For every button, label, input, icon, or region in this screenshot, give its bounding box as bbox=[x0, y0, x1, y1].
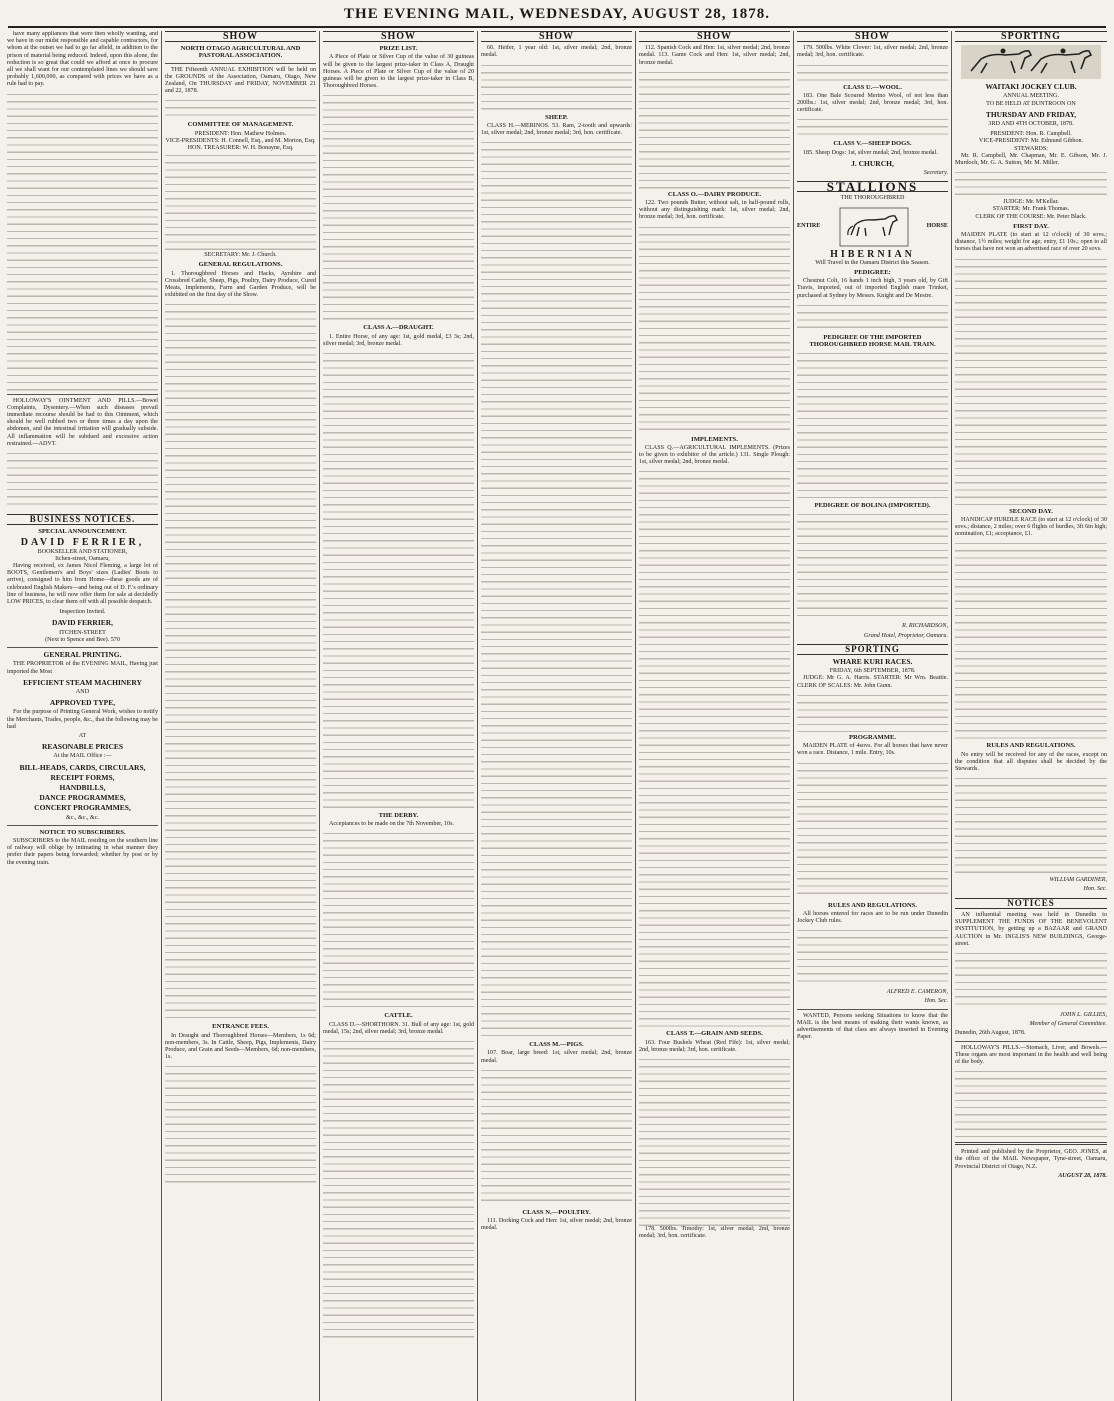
column-5 bbox=[636, 31, 794, 1401]
special-announcement: SPECIAL ANNOUNCEMENT. bbox=[38, 528, 127, 536]
column-6-heading: SHOW bbox=[797, 31, 948, 42]
grain-heading: CLASS T.—GRAIN AND SEEDS. bbox=[666, 1030, 763, 1038]
holloway-filler bbox=[7, 450, 158, 510]
second-day-text: HANDICAP HURDLE RACE (to start at 12 o'clock) of 30 sovs.; distance, 2 miles; over 6 flights of hurdles, 3ft 6in high; nomination, £1; acceptance, £1. bbox=[955, 516, 1107, 538]
pedigree-heading: PEDIGREE: bbox=[854, 269, 891, 277]
holloway-ad: HOLLOWAY'S OINTMENT AND PILLS.—Bowel Complaints, Dysentery.—When such diseases prevail immediate recourse should be had to this Ointment, which should be well rubbed two or three times a day upon the abdomen, and the intestinal irritation will gradually subside. All inflammation will be subdued and excessive action restrained.—ADVT. bbox=[7, 397, 158, 447]
clover-text: 179. 500lbs. White Clover: 1st, silver medal; 2nd, bronze medal; 3rd, hon. certificate. bbox=[797, 45, 948, 59]
columns bbox=[4, 31, 1110, 1401]
rules-filler bbox=[797, 927, 948, 987]
holloway-pills-ad: HOLLOWAY'S PILLS.—Stomach, Liver, and Bowels.—These organs are most important in the health and well being of the body. bbox=[955, 1044, 1107, 1065]
rules-text: All horses entered for races are to be run under Dunedin Jockey Club rules. bbox=[797, 910, 948, 924]
ferrier-signature: DAVID FERRIER, bbox=[51, 618, 114, 628]
programme-filler bbox=[797, 760, 948, 900]
first-day-text: MAIDEN PLATE (to start at 12 o'clock) of 30 sovs.; distance, 1½ miles; weight for age; entry, £1 10s.; open to all horses that have not won an advertised race of over 20 sovs. bbox=[955, 232, 1107, 253]
column-3-heading: SHOW bbox=[323, 31, 474, 42]
general-printing-heading: GENERAL PRINTING. bbox=[43, 650, 122, 660]
column-7-heading: SPORTING bbox=[955, 31, 1107, 42]
sheep-heading: SHEEP. bbox=[545, 113, 568, 121]
column-1 bbox=[4, 31, 162, 1401]
pigs-text: 107. Boar, large breed: 1st, silver medal; 2nd, bronze medal. bbox=[481, 1050, 632, 1064]
club-rules-filler bbox=[955, 775, 1107, 875]
hibernian-text: Will Travel in the Oamaru District this Season. bbox=[815, 259, 930, 266]
president: PRESIDENT: Hon. Mathew Holmes. bbox=[194, 130, 287, 137]
sheep-dogs-heading: CLASS V.—SHEEP DOGS. bbox=[833, 140, 912, 148]
implements-heading: IMPLEMENTS. bbox=[691, 435, 738, 443]
divider bbox=[955, 1142, 1107, 1145]
at-office: At the MAIL Office :— bbox=[53, 753, 112, 760]
billheads: BILL-HEADS, CARDS, CIRCULARS, bbox=[19, 762, 146, 772]
annual-meeting: ANNUAL MEETING. bbox=[1003, 93, 1059, 100]
derby-text: Acceptances to be made on the 7th November, 10s. bbox=[329, 821, 454, 828]
hibernian-name: HIBERNIAN bbox=[830, 248, 915, 260]
horse-label: HORSE bbox=[926, 223, 948, 230]
meeting-days: THURSDAY AND FRIDAY, bbox=[985, 109, 1077, 119]
class-a-filler bbox=[323, 350, 474, 810]
exhibition-intro: THE Fifteenth ANNUAL EXHIBITION will be held on the GROUNDS of the Association, Oamaru, Otago, New Zealand, On THURSDAY and FRIDAY, NOVEMBER 21 and 22, 1878. bbox=[165, 66, 316, 95]
sheep-text: CLASS H.—MERINOS. 53. Ram, 2-tooth and upwards: 1st, silver medal; 2nd, bronze medal; 3rd, hon. certificate. bbox=[481, 122, 632, 137]
officials-filler bbox=[797, 692, 948, 732]
sporting-heading: SPORTING bbox=[797, 644, 948, 655]
handbills: HANDBILLS, bbox=[59, 782, 106, 792]
meeting-dates: 3RD AND 4TH OCTOBER, 1878. bbox=[988, 121, 1074, 128]
clover-filler bbox=[797, 62, 948, 82]
cameron-title: Hon. Sec. bbox=[924, 998, 948, 1005]
horse-icon bbox=[839, 207, 909, 247]
second-day-heading: SECOND DAY. bbox=[1009, 507, 1053, 515]
church-title: Secretary. bbox=[923, 170, 948, 177]
dairy-filler bbox=[639, 224, 790, 434]
prize-text: A Piece of Plate or Silver Cup of the value of 30 guineas will be given to the largest prize-taker in Class A, Draught Horses. A Piece of Plate or Silver Cup of the value of 20 guineas will be given to the largest prize-taker in Class B, Thoroughbred Horses. bbox=[323, 54, 474, 90]
divider bbox=[955, 1041, 1107, 1042]
imprint-date: AUGUST 28, 1878. bbox=[1058, 1172, 1107, 1179]
committee-list-filler bbox=[165, 152, 316, 252]
poultry-text: 111. Dorking Cock and Hen: 1st, silver medal; 2nd, bronze medal. bbox=[481, 1218, 632, 1232]
secretary: SECRETARY: Mr. J. Church. bbox=[204, 252, 277, 259]
stewards-list: Mr. R. Campbell, Mr. Chapman, Mr. E. Gibson, Mr. J. Murdoch, Mr. G. A. Sutton, Mr. M. Miller. bbox=[955, 152, 1107, 167]
implements-text: CLASS Q.—AGRICULTURAL IMPLEMENTS. (Prizes to be given to exhibitor of the article.) 131. Single Plough: 1st, silver medal; 2nd, bronze medal. bbox=[639, 444, 790, 466]
implements-filler bbox=[639, 468, 790, 1028]
column-2-heading: SHOW bbox=[165, 31, 316, 42]
club-rules-text: No entry will be received for any of the races, except on the condition that all disputes shall be decided by the Stewards. bbox=[955, 751, 1107, 773]
prize-list-heading: PRIZE LIST. bbox=[379, 45, 418, 53]
heifer-filler bbox=[481, 62, 632, 112]
opening-article: have many appliances that were then wholly wanting, and we have in our midst responsible and capable contractors, for whom at the outset we had to go far afield, in addition to the prison of material being reduced. Indeed, upon this alone, the reduction is so great that could we afford at once to procure all we shall want for our contemplated lines we should save probably 1,600,000, as compared with prices we have as a rule had to pay. bbox=[7, 31, 158, 88]
ferrier-ad-text: Having received, ex James Nicol Fleming, a large lot of BOOTS, Gentlemen's and Boys' sizes (Ladies' Boots to arrive), consigned to him from Home—these goods are of celebrated English Makers—and being out of D. F.'s ordinary line of business, he will now offer them for sale at decidedly LOW PRICES, to clear them off with all possible despatch. bbox=[7, 563, 158, 606]
notice-subscribers-heading: NOTICE TO SUBSCRIBERS. bbox=[39, 828, 126, 836]
dogs-text: 185. Sheep Dogs: 1st, silver medal; 2nd, bronze medal. bbox=[803, 149, 938, 156]
club-vice-president: VICE-PRESIDENT: Mr. Edmund Gibbon. bbox=[978, 138, 1084, 145]
poultry-heading: CLASS N.—POULTRY. bbox=[522, 1208, 591, 1216]
rules-heading: RULES AND REGULATIONS. bbox=[827, 901, 918, 909]
subscribers-text: SUBSCRIBERS to the MAIL residing on the southern line of railway will oblige by intimating in what manner they prefer their papers being forwarded; whether by post or by the evening train. bbox=[7, 837, 158, 866]
pigs-filler bbox=[481, 1067, 632, 1207]
first-day-filler bbox=[955, 256, 1107, 506]
church-signature: J. CHURCH, bbox=[851, 158, 894, 168]
jockey-club-name: WAITAKI JOCKEY CLUB. bbox=[985, 82, 1077, 92]
approved-type: APPROVED TYPE, bbox=[49, 698, 116, 708]
cattle-filler bbox=[323, 1038, 474, 1338]
programme-heading: PROGRAMME. bbox=[848, 733, 897, 741]
gillies-date: Dunedin, 26th August, 1878. bbox=[955, 1030, 1026, 1037]
masthead: THE EVENING MAIL, WEDNESDAY, AUGUST 28, 1878. bbox=[8, 6, 1106, 28]
divider bbox=[165, 63, 316, 64]
stewards-heading: STEWARDS: bbox=[1014, 145, 1048, 152]
pigs-heading: CLASS M.—PIGS. bbox=[529, 1041, 584, 1049]
bazaar-notice: AN influential meeting was held in Dunedin to SUPPLEMENT THE FUNDS OF THE BENEVOLENT INSTITUTION, by getting up a BAZAAR and GRAND AUCTION in Mr. INGLIS'S NEW BUILDINGS, George-street. bbox=[955, 911, 1107, 947]
stallions-heading: STALLIONS bbox=[797, 181, 948, 192]
richardson-signature: R. RICHARDSON, bbox=[902, 623, 948, 630]
ferrier-note: (Next to Spence and Bee). 570 bbox=[45, 636, 120, 643]
column-3 bbox=[320, 31, 478, 1401]
column-2 bbox=[162, 31, 320, 1401]
whare-kuri-races: WHARE KURI RACES. bbox=[832, 657, 913, 667]
richardson-address: Grand Hotel, Proprietor, Oamaru. bbox=[863, 632, 948, 639]
regulations-heading: GENERAL REGULATIONS. bbox=[198, 261, 283, 269]
society-name: NORTH OTAGO AGRICULTURAL AND PASTORAL ASSOCIATION. bbox=[180, 45, 301, 60]
column-6 bbox=[794, 31, 952, 1401]
first-day-heading: FIRST DAY. bbox=[1013, 222, 1049, 230]
concert-programmes: CONCERT PROGRAMMES, bbox=[34, 803, 131, 813]
mail-train-filler bbox=[797, 350, 948, 500]
club-president: PRESIDENT: Hon. R. Campbell. bbox=[990, 131, 1072, 138]
article-continuation-filler bbox=[7, 91, 158, 391]
dance-programmes: DANCE PROGRAMMES, bbox=[39, 793, 126, 803]
regulations-text: 1. Thoroughbred Horses and Hacks, Ayrshire and Crossbred Cattle, Sheep, Pigs, Poultry, Dairy Produce, Cured Meats, Implements, Farm and Garden Produce, will be exhibited on the first day of the Show. bbox=[165, 270, 316, 299]
entrance-fees-text: In Draught and Thoroughbred Horses—Members, 1s 6d; non-members, 3s. In Cattle, Sheep, Pigs, Implements, Dairy Produce, and Grain and Seeds—Members, 6d; non-members, 1s. bbox=[165, 1032, 316, 1061]
reasonable-prices: REASONABLE PRICES bbox=[41, 742, 124, 752]
column-4-heading: SHOW bbox=[481, 31, 632, 42]
gardiner-signature: WILLIAM GARDINER, bbox=[1049, 877, 1107, 884]
whare-date: FRIDAY, 6th SEPTEMBER, 1878. bbox=[829, 668, 916, 675]
etc: &c., &c., &c. bbox=[66, 814, 99, 821]
dairy-text: 122. Two pounds Butter, without salt, in half-pound rolls, without any distinguishing mark: 1st, silver medal; 2nd, bronze medal; 3rd, hon. certificate. bbox=[639, 200, 790, 221]
thoroughbred-label: THE THOROUGHBRED bbox=[840, 195, 905, 202]
ferrier-trade: BOOKSELLER AND STATIONER, bbox=[37, 548, 128, 555]
derby-filler bbox=[323, 830, 474, 1010]
cattle-text: CLASS D.—SHORTHORN. 31. Bull of any age: 1st, gold medal, 15s; 2nd, silver medal; 3rd, bronze medal. bbox=[323, 1021, 474, 1035]
notices-heading: NOTICES bbox=[955, 898, 1107, 909]
ferrier-address: Itchen-street, Oamaru, bbox=[55, 555, 110, 562]
starter: STARTER: Mr. Frank Thomas. bbox=[992, 206, 1070, 213]
imprint: Printed and published by the Proprietor, GEO. JONES, at the office of the MAIL Newspaper, Tyne-street, Oamaru, Provincial District of Otago, N.Z. bbox=[955, 1149, 1107, 1170]
wool-text: 183. One Bale Scoured Merino Wool, of not less than 200lbs.: 1st, silver medal; 2nd, bronze medal; 3rd, hon. certificate. bbox=[797, 92, 948, 114]
pedigree-filler bbox=[797, 302, 948, 332]
at-text: AT bbox=[78, 732, 87, 739]
business-notices-heading: BUSINESS NOTICES. bbox=[7, 514, 158, 525]
efficient-machinery: EFFICIENT STEAM MACHINERY bbox=[23, 677, 142, 687]
ferrier-signature-address: ITCHEN-STREET bbox=[59, 629, 106, 636]
gillies-title: Member of General Committee. bbox=[1029, 1021, 1107, 1028]
column-7 bbox=[952, 31, 1110, 1401]
divider bbox=[7, 647, 158, 648]
sheep-classes-filler bbox=[481, 139, 632, 1039]
gardiner-title: Hon. Sec. bbox=[1083, 886, 1107, 893]
regulations-filler bbox=[165, 301, 316, 1021]
vice-presidents: VICE-PRESIDENTS: H. Connell, Esq., and M. Morton, Esq. bbox=[165, 137, 316, 144]
bolina-pedigree: PEDIGREE OF BOLINA (IMPORTED). bbox=[814, 502, 931, 510]
programme-text: MAIDEN PLATE of 4sovs. For all horses that have never won a race. Distance, 1 mile. Entry, 10s. bbox=[797, 743, 948, 757]
clerk-of-course: CLERK OF THE COURSE: Mr. Peter Black. bbox=[975, 213, 1087, 220]
column-4 bbox=[478, 31, 636, 1401]
horse-illustration bbox=[797, 207, 948, 247]
racehorse-icon bbox=[961, 45, 1101, 79]
racing-illustration bbox=[955, 45, 1107, 79]
held-at: TO BE HELD AT DUNTROON ON bbox=[986, 100, 1076, 107]
poultry-filler bbox=[639, 69, 790, 189]
printing-text: THE PROPRIETOR of the EVENING MAIL, Having just imported the Most bbox=[7, 661, 158, 675]
divider bbox=[797, 1009, 948, 1010]
bolina-filler bbox=[797, 511, 948, 621]
committee-heading: COMMITTEE OF MANAGEMENT. bbox=[187, 121, 294, 129]
prize-filler bbox=[323, 92, 474, 322]
wool-filler bbox=[797, 116, 948, 138]
column-5-heading: SHOW bbox=[639, 31, 790, 42]
holloway-pills-filler bbox=[955, 1068, 1107, 1138]
divider bbox=[7, 825, 158, 826]
mail-train-pedigree: PEDIGREE OF THE IMPORTED THOROUGHBRED HORSE MAIL TRAIN. bbox=[809, 333, 936, 349]
wanted-ad: WANTED, Persons seeking Situations to know that the MAIL is the best means of making their wants known, as advertisements of that class are always inserted in Evening Paper. bbox=[797, 1012, 948, 1041]
cameron-signature: ALFRED E. CAMERON, bbox=[886, 989, 948, 996]
inspection-invited: Inspection Invited. bbox=[59, 609, 106, 616]
cattle-heading: CATTLE. bbox=[384, 1012, 413, 1020]
wool-heading: CLASS U.—WOOL. bbox=[843, 83, 902, 91]
pedigree-text: Chestnut Colt, 16 hands 1 inch high, 3 years old, by Gift Travis, imported, out of imported English mare Trinket, purchased at Sydney by Messrs. Knight and De Mestre. bbox=[797, 278, 948, 299]
class-a-heading: CLASS A.—DRAUGHT. bbox=[363, 324, 434, 332]
heifer-text: 60. Heifer, 1 year old: 1st, silver medal; 2nd, bronze medal. bbox=[481, 45, 632, 59]
ferrier-name: DAVID FERRIER, bbox=[20, 537, 145, 549]
and-text: AND bbox=[75, 688, 90, 695]
receipt-forms: RECEIPT FORMS, bbox=[50, 772, 115, 782]
dairy-heading: CLASS O.—DAIRY PRODUCE. bbox=[667, 190, 762, 198]
entire-label: ENTIRE bbox=[797, 223, 821, 230]
club-rules-heading: RULES AND REGULATIONS. bbox=[986, 742, 1076, 750]
whare-officials: JUDGE: Mr G. A. Harris. STARTER: Mr Wm. Beattie. CLERK OF SCALES: Mr. John Gunn. bbox=[797, 675, 948, 689]
stewards-filler bbox=[955, 169, 1107, 199]
second-day-filler bbox=[955, 540, 1107, 740]
entrance-filler bbox=[165, 1063, 316, 1183]
intro-filler bbox=[165, 97, 316, 119]
grain-text: 163. Four Bushels Wheat (Red Fife): 1st, silver medal; 2nd, bronze medal; 3rd, hon. certificate. bbox=[639, 1039, 790, 1053]
treasurer: HON. TREASURER: W. H. Bonayne, Esq. bbox=[187, 145, 294, 152]
gillies-signature: JOHN L. GILLIES, bbox=[1059, 1011, 1107, 1018]
timothy-text: 178. 500lbs. Timothy: 1st, silver medal; 2nd, bronze medal; 3rd, hon. certificate. bbox=[639, 1226, 790, 1240]
entrance-fees-heading: ENTRANCE FEES. bbox=[212, 1023, 269, 1031]
bazaar-filler bbox=[955, 950, 1107, 1010]
judge: JUDGE: Mr. M'Kellar. bbox=[1003, 199, 1059, 206]
class-a-text: 1. Entire Horse, of any age: 1st, gold medal, £3 3s; 2nd, silver medal; 3rd, bronze medal. bbox=[323, 333, 474, 347]
grain-filler bbox=[639, 1056, 790, 1226]
poultry-continued: 112. Spanish Cock and Hen: 1st, silver medal; 2nd, bronze medal. 113. Game Cock and Hen: 1st, silver medal; 2nd, bronze medal. bbox=[639, 45, 790, 66]
printing-text-2: For the purpose of Printing General Work, wishes to notify the Merchants, Trades, people, &c., that the following may be had bbox=[7, 709, 158, 730]
divider bbox=[7, 394, 158, 395]
derby-heading: THE DERBY. bbox=[378, 812, 419, 820]
